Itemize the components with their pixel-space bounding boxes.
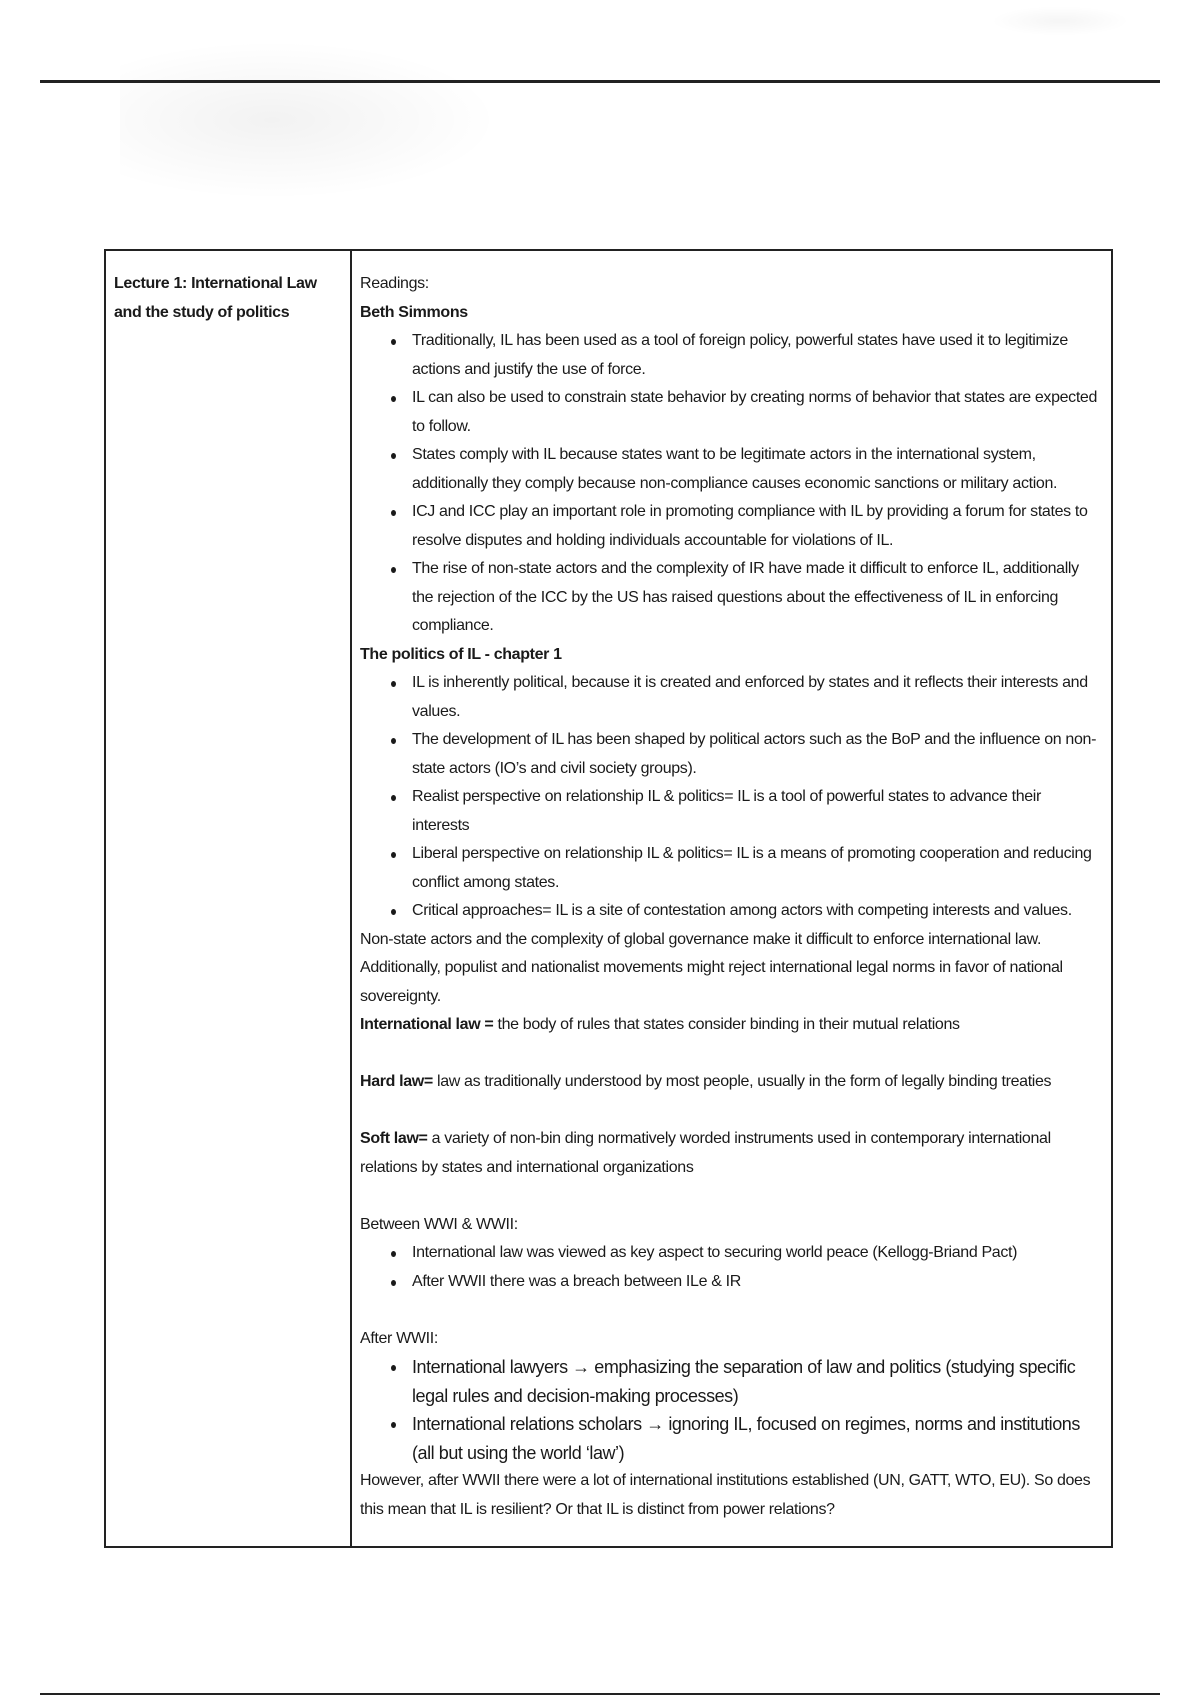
after-ww2-list: [360, 1353, 1101, 1467]
lecture-title: Lecture 1: International Law and the study of politics: [105, 250, 351, 1547]
faded-header-mark: [120, 40, 500, 200]
list-item: International relations scholars → ignoring IL, focused on regimes, norms and institutions (all but using the world ‘law’): [412, 1410, 1101, 1467]
spacer: [360, 1040, 1101, 1069]
between-wars-list: [360, 1239, 1101, 1296]
politics-heading: The politics of IL - chapter 1: [360, 645, 562, 663]
politics-paragraph: Non-state actors and the complexity of global governance make it difficult to enforce international law. Additionally, populist and nationalist movements might reject international legal norms in favor of national sovereignty.: [360, 930, 1063, 1005]
list-item: The development of IL has been shaped by political actors such as the BoP and the influence on non-state actors (IO’s and civil society groups).: [412, 726, 1101, 783]
between-wars-label: Between WWI & WWII:: [360, 1215, 518, 1233]
list-item: States comply with IL because states want to be legitimate actors in the international system, additionally they comply because non-compliance causes economic sanctions or military action.: [412, 441, 1101, 498]
definition-text: a variety of non-bin ding normatively worded instruments used in contemporary international relations by states and international organizations: [360, 1130, 1051, 1176]
lecture-row: [105, 250, 1112, 1547]
definition-term: Hard law=: [360, 1073, 433, 1090]
list-item: IL is inherently political, because it is created and enforced by states and it reflects their interests and values.: [412, 669, 1101, 726]
list-item: International law was viewed as key aspect to securing world peace (Kellogg-Briand Pact): [412, 1239, 1101, 1268]
definition-term: International law =: [360, 1016, 494, 1033]
list-item: IL can also be used to constrain state behavior by creating norms of behavior that states are expected to follow.: [412, 384, 1101, 441]
list-item: Liberal perspective on relationship IL & politics= IL is a means of promoting cooperation and reducing conflict among states.: [412, 840, 1101, 897]
simmons-list: [360, 327, 1101, 641]
politics-list: [360, 669, 1101, 926]
spacer: [360, 1097, 1101, 1126]
list-item: Realist perspective on relationship IL & politics= IL is a tool of powerful states to advance their interests: [412, 783, 1101, 840]
definition-hard-law: [360, 1068, 1101, 1097]
definition-text: law as traditionally understood by most people, usually in the form of legally binding treaties: [432, 1073, 1052, 1090]
definition-soft-law: [360, 1125, 1101, 1182]
definition-text: the body of rules that states consider binding in their mutual relations: [493, 1016, 960, 1033]
simmons-heading: Beth Simmons: [360, 303, 468, 321]
definition-international-law: [360, 1011, 1101, 1040]
after-ww2-closing: However, after WWII there were a lot of international institutions established (UN, GATT, WTO, EU). So does this mean that IL is resilient? Or that IL is distinct from power relations?: [360, 1472, 1091, 1518]
spacer: [360, 1182, 1101, 1211]
spacer: [360, 1296, 1101, 1325]
list-item: ICJ and ICC play an important role in promoting compliance with IL by providing a forum for states to resolve disputes and holding individuals accountable for violations of IL.: [412, 498, 1101, 555]
list-item: Traditionally, IL has been used as a tool of foreign policy, powerful states have used it to legitimize actions and justify the use of force.: [412, 327, 1101, 384]
definition-term: Soft law=: [360, 1130, 428, 1147]
lecture-notes-table: [104, 249, 1113, 1548]
list-item: The rise of non-state actors and the complexity of IR have made it difficult to enforce IL, additionally the rejection of the ICC by the US has raised questions about the effectiveness of IL in enforcing compliance.: [412, 555, 1101, 641]
readings-label: Readings:: [360, 275, 429, 292]
lecture-content: [351, 250, 1112, 1547]
list-item: Critical approaches= IL is a site of contestation among actors with competing interests and values.: [412, 897, 1101, 926]
list-item: International lawyers → emphasizing the separation of law and politics (studying specific legal rules and decision-making processes): [412, 1353, 1101, 1410]
faded-corner-mark: [990, 6, 1130, 36]
footer-rule: [40, 1693, 1160, 1695]
list-item: After WWII there was a breach between ILe & IR: [412, 1268, 1101, 1297]
after-ww2-label: After WWII:: [360, 1329, 438, 1347]
